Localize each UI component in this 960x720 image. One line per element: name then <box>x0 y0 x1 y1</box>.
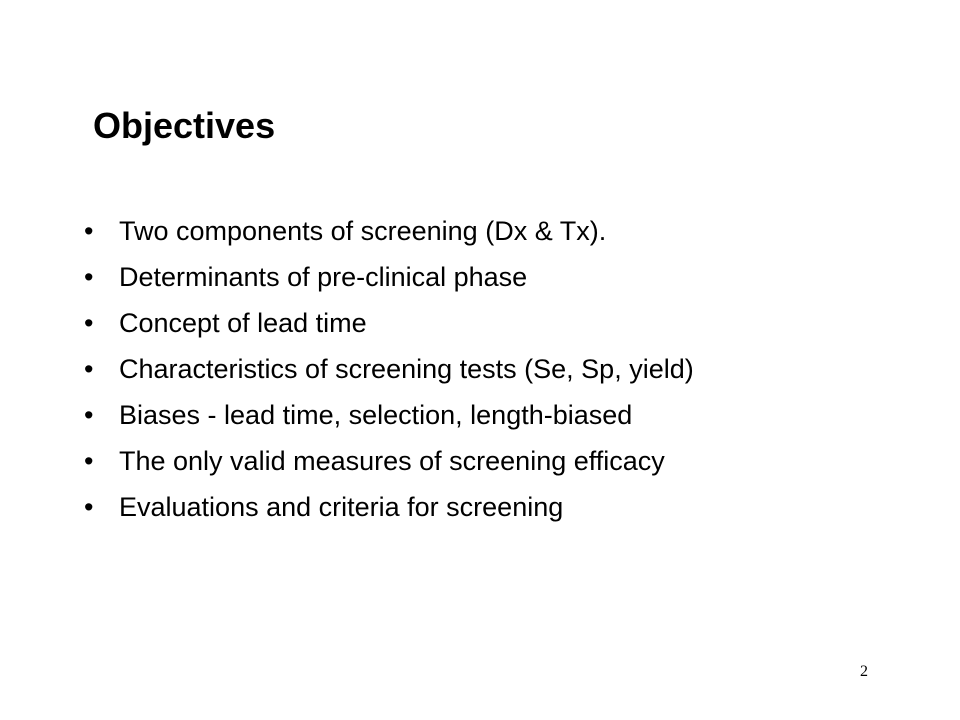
slide-title: Objectives <box>93 105 276 146</box>
bullet-icon: • <box>84 400 94 430</box>
list-item <box>84 213 904 249</box>
bullet-text: Characteristics of screening tests (Se, Sp, yield) <box>119 354 694 384</box>
bullet-text: Two components of screening (Dx & Tx). <box>119 216 607 246</box>
bullet-icon: • <box>84 492 94 522</box>
bullet-icon: • <box>84 308 94 338</box>
bullet-text: Concept of lead time <box>119 308 367 338</box>
page-number: 2 <box>860 663 868 680</box>
list-item <box>84 397 904 433</box>
bullet-icon: • <box>84 354 94 384</box>
bullet-text: Biases - lead time, selection, length-biased <box>119 400 633 430</box>
bullet-icon: • <box>84 262 94 292</box>
bullet-text: Determinants of pre-clinical phase <box>119 262 528 292</box>
objectives-list <box>84 213 904 525</box>
list-item <box>84 443 904 479</box>
list-item <box>84 351 904 387</box>
bullet-icon: • <box>84 446 94 476</box>
list-item <box>84 305 904 341</box>
bullet-text: The only valid measures of screening efficacy <box>119 446 665 476</box>
list-item <box>84 259 904 295</box>
list-item <box>84 489 904 525</box>
bullet-text: Evaluations and criteria for screening <box>119 492 564 522</box>
bullet-icon: • <box>84 216 94 246</box>
